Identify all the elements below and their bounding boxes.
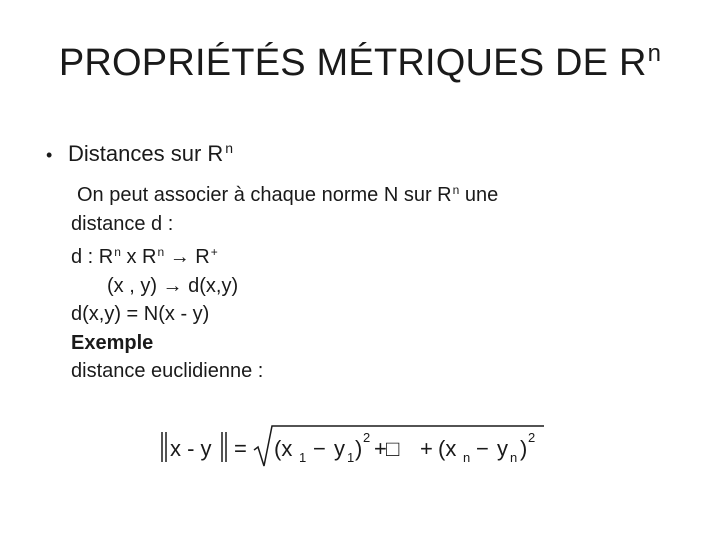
bullet-text: Distances sur R [68,141,224,166]
body-line-4: (x , y) → d(x,y) [107,274,239,297]
formula-plus1: + [374,436,387,461]
formula-subn: n [463,450,471,465]
formula-sq2: 2 [528,430,536,445]
body-line-3-sup3: + [210,245,218,259]
body-line-3-c: → R [164,246,210,268]
body-line-3-sup1: n [114,245,121,259]
formula-lhs: x - y [170,436,212,461]
body-line-3-sup2: n [157,245,165,259]
slide-title-superscript: n [647,40,662,67]
slide-title [0,40,720,87]
formula-y1: y [334,436,345,461]
bullet-item [46,133,233,170]
formula-xn: (x [438,436,457,461]
body-line-7: distance euclidienne : [71,360,264,382]
body-line-1-text: On peut associer à chaque norme N sur R [77,184,452,206]
formula-subnb: n [510,450,518,465]
body-line-3-a: d : R [71,246,114,268]
formula-svg [158,420,548,474]
formula-equals: = [234,436,247,461]
body-line-3-b: x R [120,246,157,268]
formula-ellipsis-icon: □ [386,436,400,461]
body-line-5: d(x,y) = N(x - y) [71,303,210,325]
slide-title-text: PROPRIÉTÉS MÉTRIQUES DE R [58,42,647,84]
formula-sq1: 2 [363,430,371,445]
formula-yn: y [497,436,508,461]
example-heading: Exemple [71,331,154,354]
formula-x1: (x [274,436,293,461]
formula-close2: ) [520,436,528,461]
formula-sub1b: 1 [347,450,355,465]
body-text [71,176,498,386]
body-line-1-end: une [459,184,499,206]
bullet-superscript: n [225,140,234,156]
body-line-1 [71,176,498,210]
body-line-2: distance d : [71,212,174,235]
formula-minus1: − [313,436,326,461]
formula-close1: ) [355,436,363,461]
euclidean-distance-formula [158,420,548,474]
bullet-icon: • [46,145,53,165]
formula-minus2: − [476,436,489,461]
formula-plus2: + [420,436,433,461]
body-line-1-sup: n [452,183,460,197]
formula-sub1: 1 [299,450,307,465]
body-line-3 [71,238,498,272]
